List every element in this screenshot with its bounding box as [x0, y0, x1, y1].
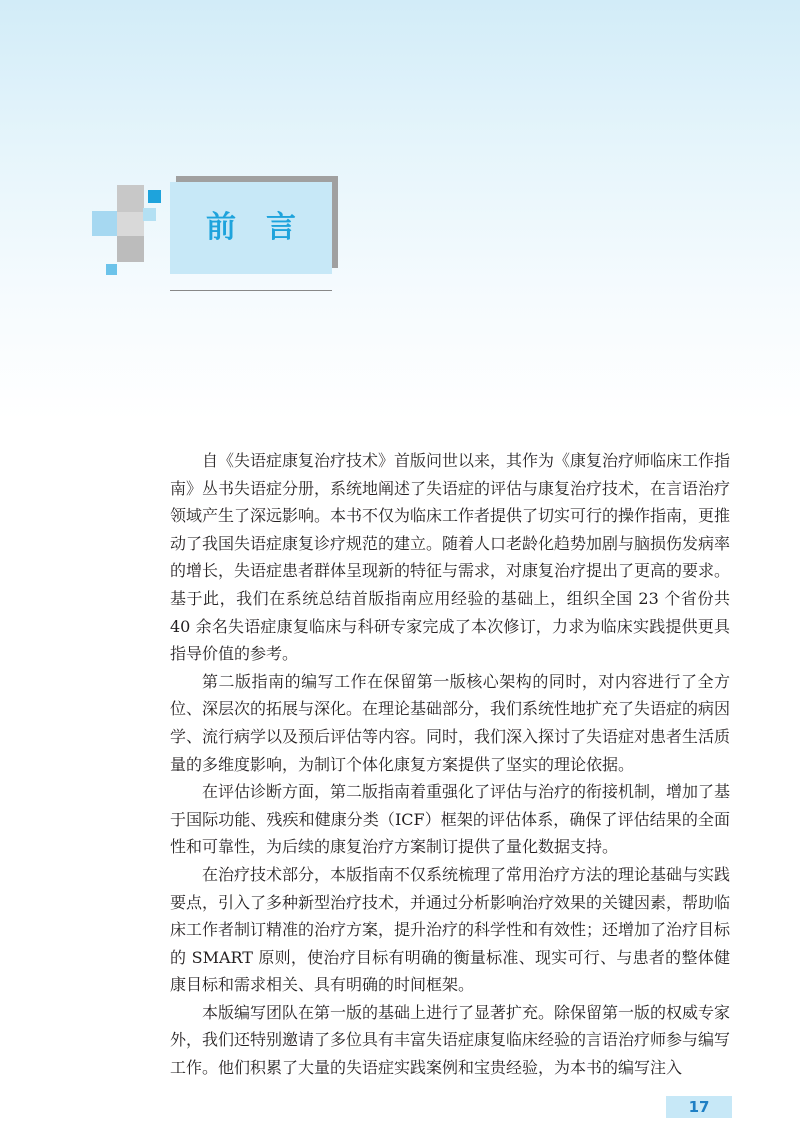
page-number: 17 [688, 1098, 710, 1116]
chapter-title: 前言 [206, 210, 326, 245]
title-underline [170, 290, 332, 291]
paragraph: 在治疗技术部分，本版指南不仅系统梳理了常用治疗方法的理论基础与实践要点，引入了多种新型治疗技术，并通过分析影响治疗效果的关键因素，帮助临床工作者制订精准的治疗方案，提升治疗的科学性和有效性；还增加了治疗目标的 SMART 原则，使治疗目标有明确的衡量标准、现实可行、与患者的整体健康目标和需求相关、具有明确的时间框架。 [170, 864, 731, 995]
paragraph: 在评估诊断方面，第二版指南着重强化了评估与治疗的衔接机制，增加了基于国际功能、残疾和健康分类（ICF）框架的评估体系，确保了评估结果的全面性和可靠性，为后续的康复治疗方案制订提供了量化数据支持。 [170, 782, 731, 857]
chapter-title-box [170, 182, 332, 274]
page-number-box [666, 1096, 732, 1118]
paragraph: 第二版指南的编写工作在保留第一版核心架构的同时，对内容进行了全方位、深层次的拓展与深化。在理论基础部分，我们系统性地扩充了失语症的病因学、流行病学以及预后评估等内容。同时，我们深入探讨了失语症对患者生活质量的多维度影响，为制订个体化康复方案提供了坚实的理论依据。 [170, 671, 731, 774]
decor-square [106, 264, 117, 275]
paragraph: 自《失语症康复治疗技术》首版问世以来，其作为《康复治疗师临床工作指南》丛书失语症分册，系统地阐述了失语症的评估与康复治疗技术，在言语治疗领域产生了深远影响。本书不仅为临床工作者提供了切实可行的操作指南，更推动了我国失语症康复诊疗规范的建立。随着人口老龄化趋势加剧与脑损伤发病率的增长，失语症患者群体呈现新的特征与需求，对康复治疗提出了更高的要求。基于此，我们在系统总结首版指南应用经验的基础上，组织全国 23 个省份共 40 余名失语症康复临床与科研专家完成了本次修订，力求为临床实践提供更具指导价值的参考。 [170, 451, 731, 664]
decor-square [148, 190, 161, 203]
decor-square [92, 211, 117, 236]
paragraph: 本版编写团队在第一版的基础上进行了显著扩充。除保留第一版的权威专家外，我们还特别邀请了多位具有丰富失语症康复临床经验的言语治疗师参与编写工作。他们积累了大量的失语症实践案例和宝贵经验，为本书的编写注入 [170, 1002, 731, 1078]
decor-square [117, 212, 144, 236]
decor-square [117, 185, 144, 212]
body-text [170, 447, 730, 1082]
decor-square [117, 236, 144, 262]
decor-square [143, 208, 156, 221]
